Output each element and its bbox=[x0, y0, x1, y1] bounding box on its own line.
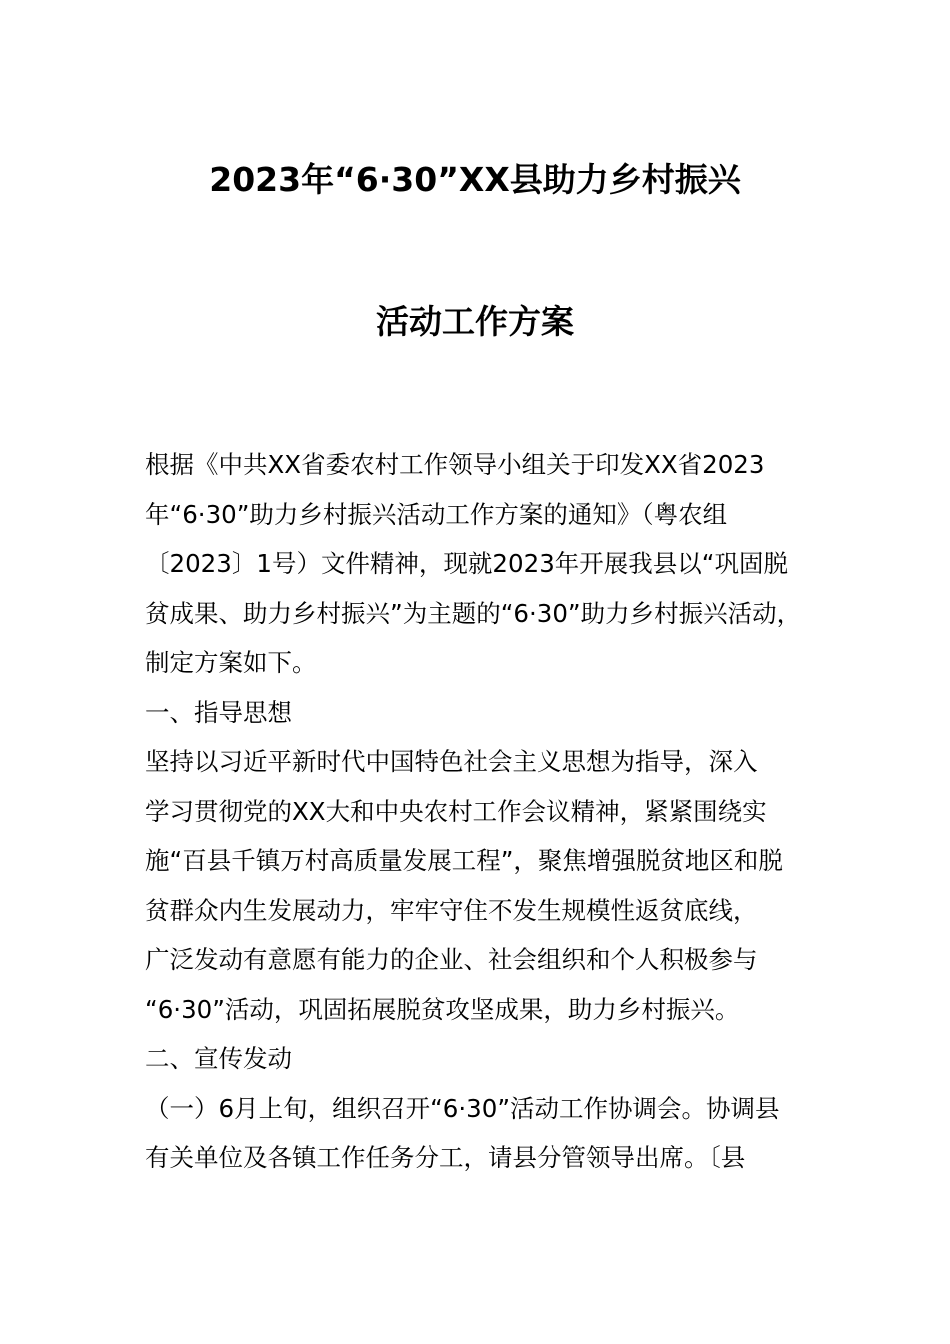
paragraph-line: 贫成果、助力乡村振兴”为主题的“6·30”助力乡村振兴活动， bbox=[145, 598, 802, 628]
document-title-line-2: 活动工作方案 bbox=[376, 302, 574, 341]
document-title-line-1: 2023年“6·30”XX县助力乡村振兴 bbox=[209, 160, 741, 199]
paragraph-line: 制定方案如下。 bbox=[145, 648, 317, 677]
paragraph-line: 广泛发动有意愿有能力的企业、社会组织和个人积极参与 bbox=[145, 945, 758, 974]
paragraph-line: 年“6·30”助力乡村振兴活动工作方案的通知》（粤农组 bbox=[145, 499, 728, 529]
paragraph-line: 施“百县千镇万村高质量发展工程”，聚焦增强脱贫地区和脱 bbox=[145, 846, 783, 875]
paragraph-line: 学习贯彻党的XX大和中央农村工作会议精神，紧紧围绕实 bbox=[145, 796, 767, 826]
paragraph-line: 〔2023〕1号）文件精神，现就2023年开展我县以“巩固脱 bbox=[145, 549, 788, 578]
paragraph-line: 坚持以习近平新时代中国特色社会主义思想为指导，深入 bbox=[145, 747, 758, 776]
paragraph-line: 贫群众内生发展动力，牢牢守住不发生规模性返贫底线， bbox=[145, 895, 758, 925]
section-heading: 一、指导思想 bbox=[145, 697, 292, 727]
paragraph-line: 根据《中共XX省委农村工作领导小组关于印发XX省2023 bbox=[145, 450, 765, 479]
paragraph-line: 有关单位及各镇工作任务分工，请县分管领导出席。〔县 bbox=[145, 1143, 746, 1172]
section-heading: 二、宣传发动 bbox=[145, 1044, 292, 1073]
paragraph-line: （一）6月上旬，组织召开“6·30”活动工作协调会。协调县 bbox=[145, 1093, 780, 1123]
paragraph-line: “6·30”活动，巩固拓展脱贫攻坚成果，助力乡村振兴。 bbox=[145, 994, 740, 1024]
document-body bbox=[145, 440, 835, 1183]
